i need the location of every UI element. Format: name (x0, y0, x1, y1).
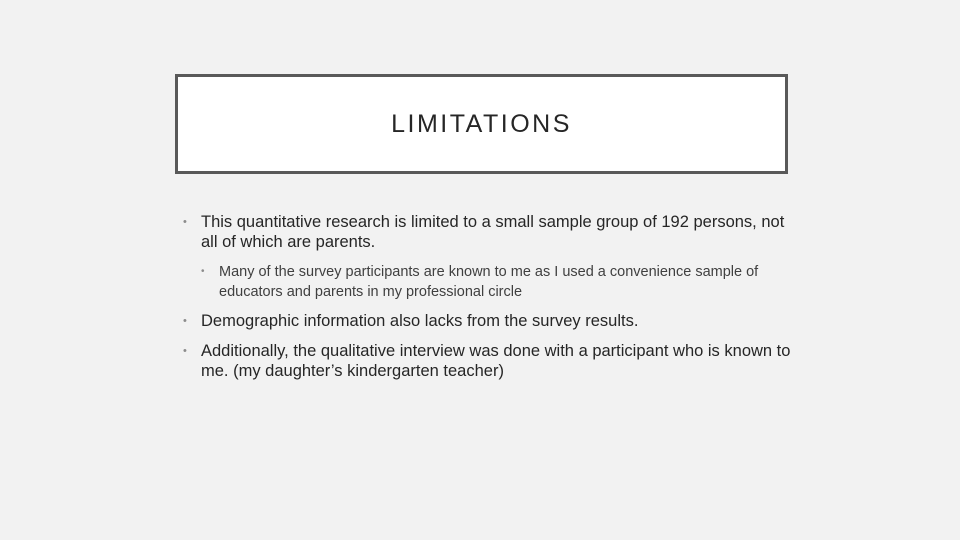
bullet-text: This quantitative research is limited to a small sample group of 192 persons, not all of which are parents. (201, 213, 785, 251)
bullet-marker: • (183, 315, 187, 327)
bullet-item (183, 311, 803, 331)
bullet-item (183, 341, 803, 381)
sub-bullet-item (201, 262, 803, 302)
bullet-text: Additionally, the qualitative interview was done with a participant who is known to me. (my daughter’s kindergarten teacher) (201, 342, 791, 380)
bullet-list (183, 212, 803, 391)
bullet-item (183, 212, 803, 252)
bullet-marker: • (183, 345, 187, 357)
bullet-marker: • (183, 216, 187, 228)
slide-title: LIMITATIONS (391, 109, 572, 138)
bullet-marker: • (201, 266, 205, 277)
bullet-text: Demographic information also lacks from the survey results. (201, 312, 639, 330)
title-box (175, 74, 788, 174)
sub-bullet-text: Many of the survey participants are known to me as I used a convenience sample of educators and parents in my professional circle (219, 264, 759, 300)
